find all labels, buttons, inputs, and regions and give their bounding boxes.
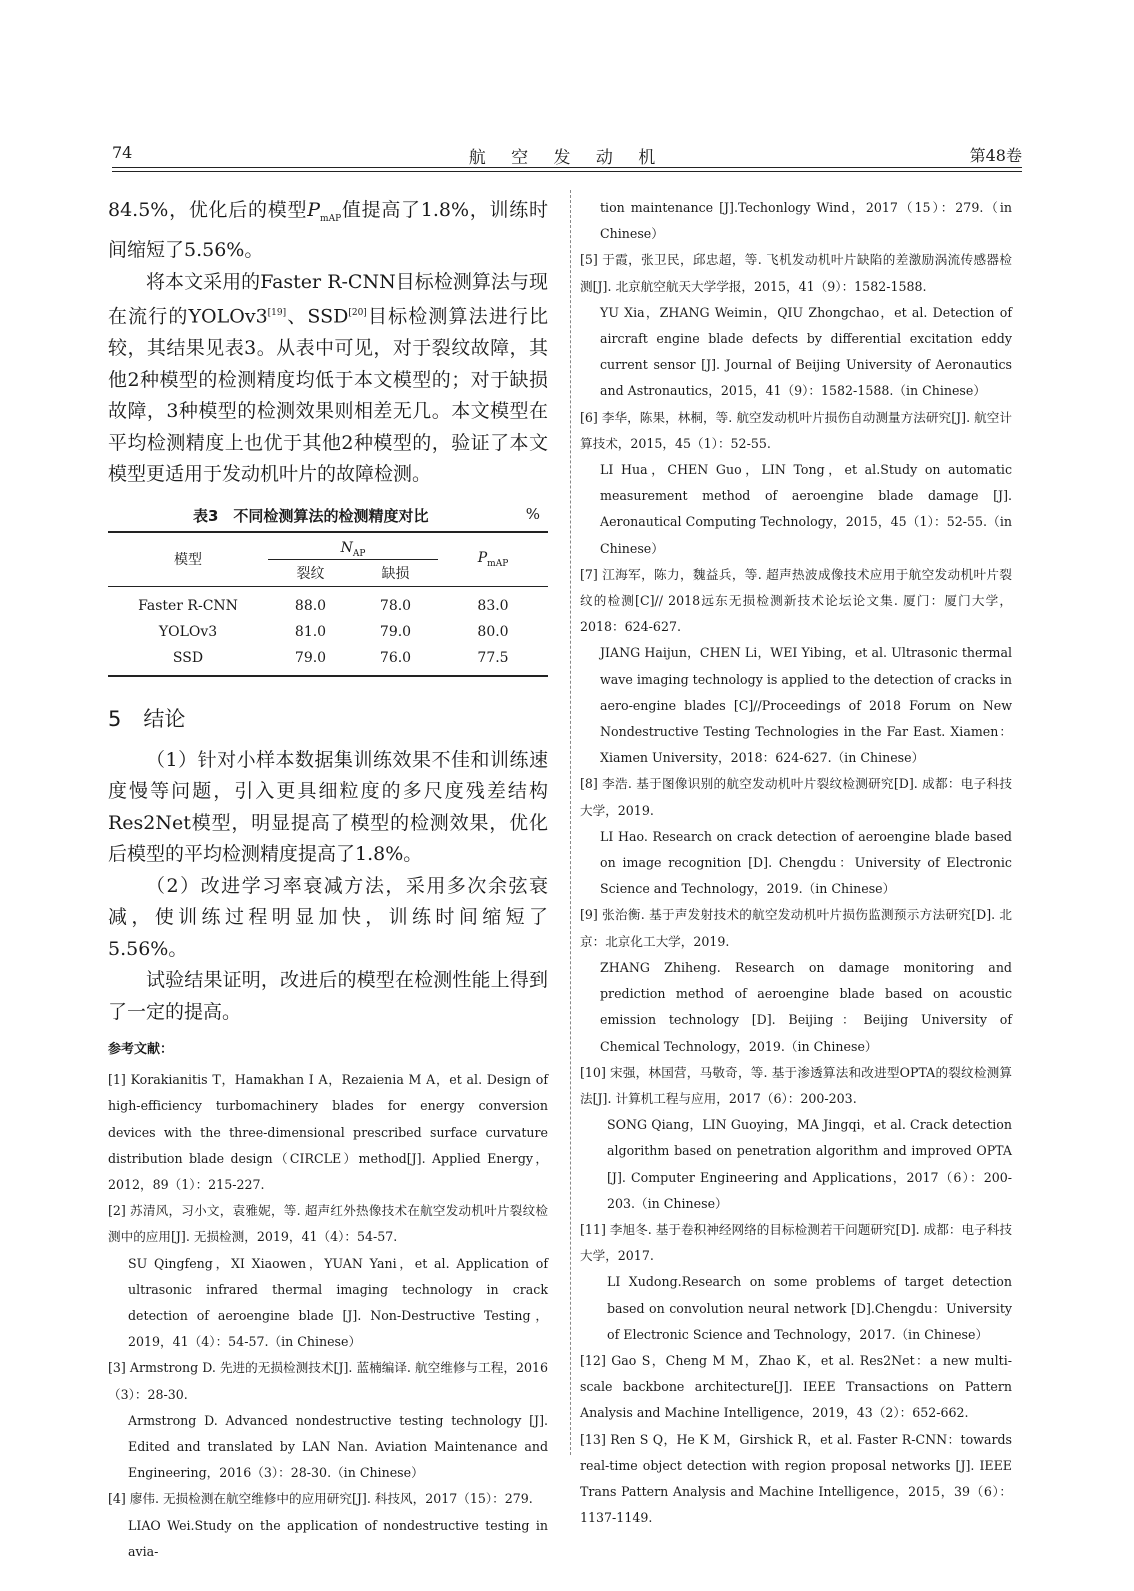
right-column xyxy=(580,195,1012,1531)
reference-12: [12] Gao S，Cheng M M，Zhao K，et al. Res2Net：a new multi-scale backbone architecture[J]. IEEE Transactions on Pattern Analysis and Machine Intelligence，2019，43（2）：652-662. xyxy=(580,1352,1012,1421)
conclusion-3: 试验结果证明，改进后的模型在检测性能上得到了一定的提高。 xyxy=(108,969,548,1023)
reference-5-en: YU Xia，ZHANG Weimin，QIU Zhongchao，et al. Detection of aircraft engine blade defects by differential excitation eddy current sensor [J]. Journal of Beijing University of Aeronautics and Astronautics，2015，41（9）：1582-1588.（in Chinese） xyxy=(600,304,1012,399)
table-row xyxy=(108,645,548,676)
reference-1: [1] Korakianitis T，Hamakhan I A，Rezaienia M A，et al. Design of high-efficiency turbomachinery blades for energy conversion devices with the three-dimensional prescribed surface curvature distribution blade design（CIRCLE）method[J]. Applied Energy，2012，89（1）：215-227. xyxy=(108,1072,548,1192)
header-defect: 缺损 xyxy=(353,559,438,586)
section-title: 结论 xyxy=(143,706,186,731)
text-fragment: 、SSD xyxy=(286,305,349,328)
section-heading xyxy=(108,703,548,733)
volume-label: 第48卷 xyxy=(969,146,1022,165)
table-row xyxy=(108,586,548,619)
reference-11-en: LI Xudong.Research on some problems of target detection based on convolution neural network [D].Chengdu：University of Electronic Science and Technology，2017.（in Chinese） xyxy=(607,1274,1012,1342)
citation-20: [20] xyxy=(348,308,367,319)
symbol-p: P xyxy=(477,549,488,566)
cell-defect: 76.0 xyxy=(353,645,438,676)
left-column xyxy=(108,195,548,1565)
header-rule xyxy=(112,167,1022,168)
table-title: 表3 不同检测算法的检测精度对比 xyxy=(193,506,429,525)
reference-3-cn: [3] Armstrong D. 先进的无损检测技术[J]. 蓝楠编译. 航空维修与工程，2016（3）：28-30. xyxy=(108,1360,548,1402)
subscript-map: mAP xyxy=(320,213,342,224)
cell-crack: 88.0 xyxy=(294,597,327,614)
text-fragment: 目标检测算法进行比较，其结果见表3。从表中可见，对于裂纹故障，其他2种模型的检测精度均低于本文模型的；对于缺损故障，3种模型的检测效果则相差无几。本文模型在平均检测精度上也优于其他2种模型的，验证了本文模型更适用于发动机叶片的故障检测。 xyxy=(108,305,548,486)
text-fragment: 值提高了1.8%，训练时间缩短了5.56%。 xyxy=(108,199,548,262)
header-nap xyxy=(268,532,438,560)
citation-19: [19] xyxy=(267,308,287,319)
reference-2-en: SU Qingfeng，XI Xiaowen，YUAN Yani，et al. Application of ultrasonic infrared thermal imaging technology in crack detection of aeroengine blade [J]. Non-Destructive Testing，2019，41（4）：54-57.（in Chinese） xyxy=(128,1255,548,1350)
reference-3-en: Armstrong D. Advanced nondestructive testing technology [J]. Edited and translated by LAN Nan. Aviation Maintenance and Engineering，2016（3）：28-30.（in Chinese） xyxy=(128,1412,548,1481)
subscript-map: mAP xyxy=(487,558,509,569)
cell-model: SSD xyxy=(108,645,268,676)
reference-7-en: JIANG Haijun，CHEN Li，WEI Yibing，et al. Ultrasonic thermal wave imaging technology is applied to the detection of cracks in aero-engine blades [C]//Proceedings of 2018 Forum on New Nondestructive Testing Technologies in the Far East. Xiamen：Xiamen University，2018：624-627.（in Chinese） xyxy=(600,645,1012,766)
subscript-ap: AP xyxy=(352,548,366,559)
cell-pmap: 83.0 xyxy=(477,597,509,614)
cell-pmap: 80.0 xyxy=(477,623,509,640)
reference-6-cn: [6] 李华，陈果，林桐，等. 航空发动机叶片损伤自动测量方法研究[J]. 航空计算技术，2015，45（1）：52-55. xyxy=(580,409,1012,451)
section-number: 5 xyxy=(108,706,122,731)
cell-defect: 79.0 xyxy=(379,623,412,640)
paragraph-results-end xyxy=(108,195,548,267)
cell-model: Faster R-CNN xyxy=(138,597,238,614)
paragraph-comparison xyxy=(108,267,548,491)
reference-4-cn: [4] 廖伟. 无损检测在航空维修中的应用研究[J]. 科技风，2017（15）：279. xyxy=(108,1491,533,1507)
reference-13: [13] Ren S Q，He K M，Girshick R，et al. Faster R-CNN：towards real-time object detection with region proposal networks [J]. IEEE Trans Pattern Analysis and Machine Intelligence，2015，39（6）：1137-1149. xyxy=(580,1431,1012,1526)
reference-2-cn: [2] 苏清风，习小文，袁雅妮，等. 超声红外热像技术在航空发动机叶片裂纹检测中的应用[J]. 无损检测，2019，41（4）：54-57. xyxy=(108,1203,548,1245)
header-crack: 裂纹 xyxy=(268,559,353,586)
reference-5-cn: [5] 于霞，张卫民，邱忠超，等. 飞机发动机叶片缺陷的差激励涡流传感器检测[J]. 北京航空航天大学学报，2015，41（9）：1582-1588. xyxy=(580,252,1012,294)
reference-6-en: LI Hua，CHEN Guo，LIN Tong，et al.Study on automatic measurement method of aeroengine blade damage [J]. Aeronautical Computing Technology，2015，45（1）：52-55.（in Chinese） xyxy=(600,462,1012,556)
reference-4-en-start: LIAO Wei.Study on the application of nondestructive testing in avia- xyxy=(128,1517,548,1559)
symbol-n: N xyxy=(340,539,353,556)
reference-7-cn: [7] 江海军，陈力，魏益兵，等. 超声热波成像技术应用于航空发动机叶片裂纹的检测[C]// 2018远东无损检测新技术论坛论文集. 厦门：厦门大学，2018：624-627. xyxy=(580,566,1012,635)
reference-9-cn: [9] 张治衡. 基于声发射技术的航空发动机叶片损伤监测预示方法研究[D]. 北京：北京化工大学，2019. xyxy=(580,907,1012,949)
reference-10-en: SONG Qiang，LIN Guoying，MA Jingqi，et al. Crack detection algorithm based on penetration algorithm and improved OPTA [J]. Computer Engineering and Applications，2017（6）：200-203.（in Chinese） xyxy=(607,1117,1012,1211)
column-divider xyxy=(570,190,571,1455)
table-unit: % xyxy=(525,504,540,523)
table-caption xyxy=(108,505,548,531)
header-pmap xyxy=(438,532,548,587)
journal-name: 航 空 发 动 机 xyxy=(468,148,666,168)
comparison-table xyxy=(108,531,548,677)
cell-pmap: 77.5 xyxy=(438,645,548,676)
cell-defect: 78.0 xyxy=(379,597,412,614)
cell-model: YOLOv3 xyxy=(158,623,218,640)
page-number: 74 xyxy=(112,143,133,162)
reference-8-cn: [8] 李浩. 基于图像识别的航空发动机叶片裂纹检测研究[D]. 成都：电子科技大学，2019. xyxy=(580,776,1012,818)
cell-crack: 79.0 xyxy=(268,645,353,676)
reference-9-en: ZHANG Zhiheng. Research on damage monitoring and prediction method of aeroengine blade based on acoustic emission technology [D]. Beijing：Beijing University of Chemical Technology，2019.（in Chinese） xyxy=(600,959,1012,1054)
references-two-digit xyxy=(580,1060,1012,1532)
references-heading: 参考文献： xyxy=(108,1042,174,1058)
conclusion-1: （1）针对小样本数据集训练效果不佳和训练速度慢等问题，引入更具细粒度的多尺度残差结构Res2Net模型，明显提高了模型的检测效果，优化后模型的平均检测精度提高了1.8%。 xyxy=(108,748,548,866)
header-rule-thin xyxy=(112,171,1022,172)
text-fragment: 84.5%，优化后的模型 xyxy=(108,199,308,221)
reference-11-cn: [11] 李旭冬. 基于卷积神经网络的目标检测若干问题研究[D]. 成都：电子科技大学，2017. xyxy=(580,1221,1012,1264)
reference-8-en: LI Hao. Research on crack detection of aeroengine blade based on image recognition [D]. Chengdu：University of Electronic Science and Technology，2019.（in Chinese） xyxy=(600,828,1012,897)
text-fragment: 将本文采用的Faster R-CNN目标检测算法与现在流行的YOLOv3 xyxy=(108,270,548,328)
table-row xyxy=(108,619,548,645)
reference-4-en-end: tion maintenance [J].Techonlogy Wind，2017（15）：279.（in Chinese） xyxy=(600,200,1012,242)
conclusion-2: （2）改进学习率衰减方法，采用多次余弦衰减，使训练过程明显加快，训练时间缩短了5.56%。 xyxy=(108,874,548,960)
header-model: 模型 xyxy=(108,532,268,587)
cell-crack: 81.0 xyxy=(294,623,327,640)
symbol-p: P xyxy=(307,199,321,221)
reference-10-cn: [10] 宋强，林国营，马敬奇，等. 基于渗透算法和改进型OPTA的裂纹检测算法[J]. 计算机工程与应用，2017（6）：200-203. xyxy=(580,1064,1012,1106)
